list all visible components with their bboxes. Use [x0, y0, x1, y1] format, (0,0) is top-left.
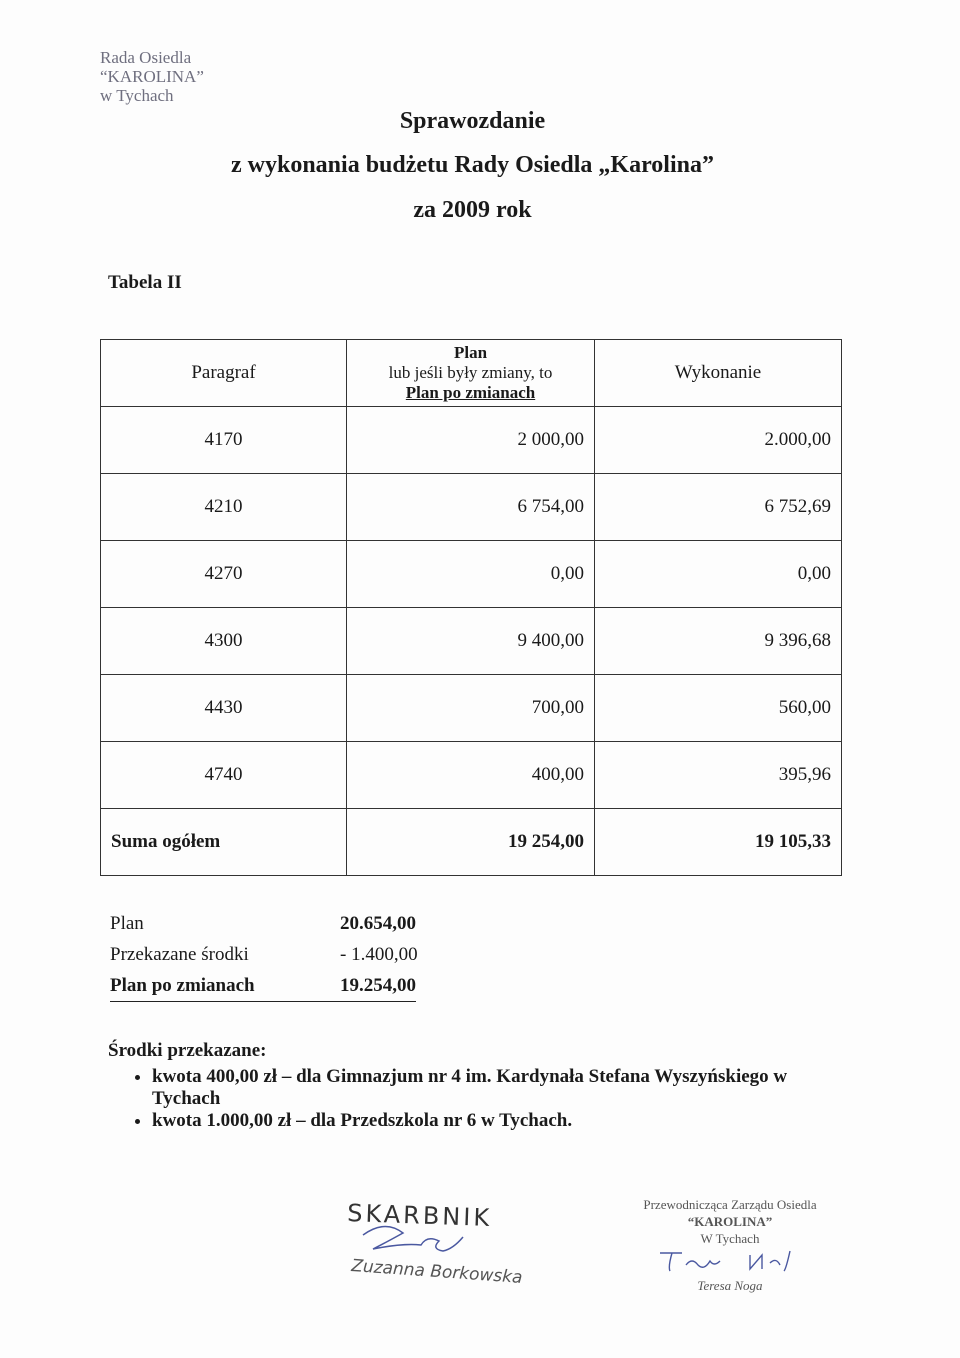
council-stamp: [100, 48, 204, 105]
total-wykonanie: 19 105,33: [595, 809, 842, 876]
summary-label: Przekazane środki: [110, 944, 249, 965]
signature-graphic: [345, 1195, 545, 1295]
chairwoman-stamp: [630, 1196, 830, 1294]
summary-row-plan: [110, 913, 440, 944]
row-plan: 700,00: [347, 675, 595, 742]
row-wykonanie: 9 396,68: [595, 608, 842, 675]
plan-summary: [110, 913, 440, 1002]
row-paragraf: 4270: [101, 541, 347, 608]
summary-row-transferred: [110, 944, 440, 975]
row-plan: 400,00: [347, 742, 595, 809]
treasurer-signature: [345, 1195, 545, 1295]
summary-value: - 1.400,00: [340, 944, 418, 965]
table-row: [101, 742, 842, 809]
summary-label: Plan: [110, 913, 144, 934]
stamp-line-1: Rada Osiedla: [100, 48, 192, 67]
summary-value: 19.254,00: [340, 975, 416, 996]
total-plan: 19 254,00: [347, 809, 595, 876]
table-label: Tabela II: [108, 272, 182, 293]
row-plan: 6 754,00: [347, 474, 595, 541]
list-item: • kwota 1.000,00 zł – dla Przedszkola nr 6 w Tychach.: [152, 1110, 828, 1132]
chair-title: Przewodnicząca Zarządu Osiedla: [643, 1197, 817, 1212]
total-label: Suma ogółem: [101, 809, 347, 876]
table-row: [101, 407, 842, 474]
chair-org: “KAROLINA”: [687, 1214, 773, 1229]
row-wykonanie: 2.000,00: [595, 407, 842, 474]
chair-name: Teresa Noga: [697, 1278, 763, 1293]
report-subtitle: z wykonania budżetu Rady Osiedla „Karolina”: [231, 152, 714, 178]
chair-city: W Tychach: [700, 1231, 760, 1246]
summary-value: 20.654,00: [340, 913, 416, 934]
chair-signature-icon: [630, 1247, 830, 1273]
header-wykonanie: Wykonanie: [595, 340, 842, 407]
row-wykonanie: 395,96: [595, 742, 842, 809]
summary-row-plan-after-changes: [110, 975, 416, 1002]
table-total-row: [101, 809, 842, 876]
treasurer-name: Zuzanna Borkowska: [350, 1256, 524, 1288]
row-plan: 0,00: [347, 541, 595, 608]
row-wykonanie: 6 752,69: [595, 474, 842, 541]
row-paragraf: 4430: [101, 675, 347, 742]
table-header-row: [101, 340, 842, 407]
treasurer-stamp-text: SKARBNIK: [346, 1199, 493, 1233]
row-plan: 2 000,00: [347, 407, 595, 474]
report-title: Sprawozdanie: [399, 108, 546, 134]
row-paragraf: 4300: [101, 608, 347, 675]
table-row: [101, 541, 842, 608]
row-wykonanie: 0,00: [595, 541, 842, 608]
stamp-line-2: “KAROLINA”: [100, 67, 204, 86]
header-plan-line1: Plan: [453, 343, 488, 362]
row-plan: 9 400,00: [347, 608, 595, 675]
transfers-heading: Środki przekazane:: [108, 1040, 267, 1061]
list-item: • kwota 400,00 zł – dla Gimnazjum nr 4 im. Kardynała Stefana Wyszyńskiego w Tychach: [152, 1066, 828, 1110]
table-row: [101, 608, 842, 675]
transfers-list: [108, 1066, 828, 1132]
row-paragraf: 4740: [101, 742, 347, 809]
row-paragraf: 4170: [101, 407, 347, 474]
summary-label: Plan po zmianach: [110, 975, 255, 996]
header-plan-line3: Plan po zmianach: [405, 383, 536, 402]
report-year: za 2009 rok: [413, 197, 532, 223]
header-plan: [347, 340, 595, 407]
table-row: [101, 675, 842, 742]
header-paragraf: Paragraf: [101, 340, 347, 407]
transfers-section: [108, 1040, 828, 1132]
row-paragraf: 4210: [101, 474, 347, 541]
budget-table: [100, 339, 842, 876]
stamp-line-3: w Tychach: [100, 86, 174, 105]
header-plan-line2: lub jeśli były zmiany, to: [388, 363, 553, 382]
row-wykonanie: 560,00: [595, 675, 842, 742]
table-row: [101, 474, 842, 541]
